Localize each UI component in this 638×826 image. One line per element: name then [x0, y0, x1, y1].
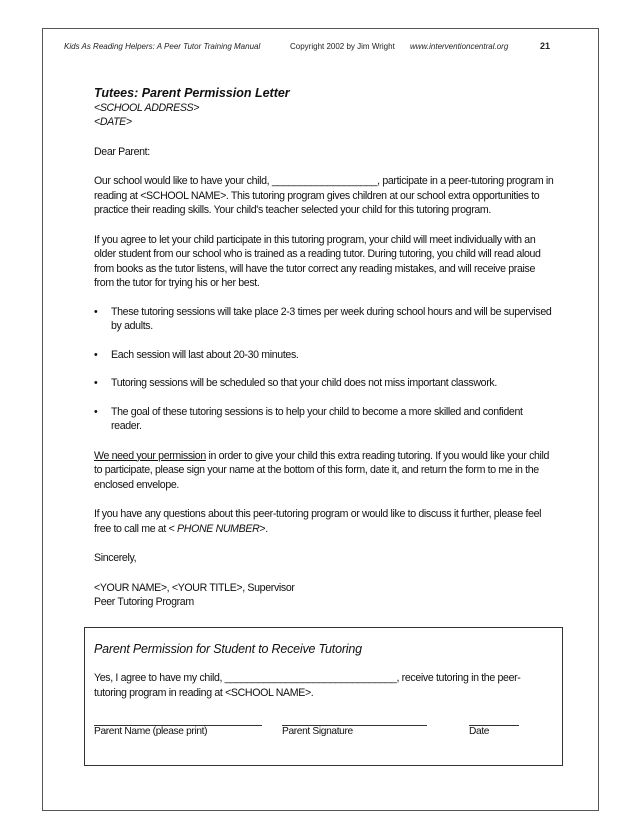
form-title: Parent Permission for Student to Receive Tutoring: [94, 642, 362, 656]
bullet-item: [94, 305, 554, 334]
date-field[interactable]: [469, 716, 519, 737]
questions-end: >.: [259, 522, 268, 535]
closing: Sincerely,: [94, 552, 137, 564]
paragraph-questions: [94, 507, 554, 536]
parent-name-line[interactable]: [94, 716, 262, 726]
copyright-notice: Copyright 2002 by Jim Wright: [290, 41, 395, 51]
website-link: www.interventioncentral.org: [410, 41, 509, 51]
signature-name: <YOUR NAME>, <YOUR TITLE>, Supervisor: [94, 581, 295, 594]
bullet-text: The goal of these tutoring sessions is to help your child to become a more skilled and confident reader.: [111, 405, 523, 432]
form-consent-text: Yes, I agree to have my child, _______________________________, receive tutoring in the peer-tutoring program in reading at <SCHOOL NAME>.: [94, 672, 521, 699]
parent-signature-line[interactable]: [282, 716, 427, 726]
signature-program: Peer Tutoring Program: [94, 596, 194, 608]
bullet-text: Each session will last about 20-30 minutes.: [111, 348, 299, 361]
date-label: Date: [469, 726, 490, 737]
bullet-item: [94, 405, 554, 434]
bullet-text: These tutoring sessions will take place 2-3 times per week during school hours and will be supervised by adults.: [111, 305, 552, 332]
parent-signature-label: Parent Signature: [282, 726, 353, 737]
letter-date: <DATE>: [94, 116, 132, 128]
signature-fields: [94, 716, 554, 746]
bullet-text: Tutoring sessions will be scheduled so that your child does not miss important classwork.: [111, 377, 497, 389]
permission-text: in order to give your child this extra reading tutoring. If you would like your child to participate, please sign your name at the bottom of this form, date it, and return the form to me in the enclosed envelope.: [94, 449, 550, 491]
bullet-icon: •: [94, 377, 98, 389]
letter-title: Tutees: Parent Permission Letter: [94, 86, 290, 100]
school-address: <SCHOOL ADDRESS>: [94, 101, 200, 114]
page-number: 21: [540, 41, 551, 51]
letter-body: [94, 86, 554, 610]
phone-placeholder: PHONE NUMBER: [177, 522, 260, 535]
salutation: Dear Parent:: [94, 145, 150, 158]
paragraph-permission: [94, 449, 554, 493]
page-header: [62, 39, 595, 53]
parent-signature-field[interactable]: [282, 716, 427, 737]
manual-title: Kids As Reading Helpers: A Peer Tutor Training Manual: [64, 41, 261, 51]
questions-text: If you have any questions about this peer-tutoring program or would like to discuss it further, please feel free to call me at <: [94, 508, 542, 535]
paragraph-participation: If you agree to let your child participate in this tutoring program, your child will meet individually with an older student from our school who is trained as a reading tutor. During tutoring, you child will read aloud from books as the tutor listens, will have the tutor correct any reading mistakes, and will receive praise from the tutor for trying his or her best.: [94, 233, 541, 289]
permission-form: [84, 627, 563, 766]
bullet-item: [94, 348, 554, 363]
bullet-item: [94, 376, 554, 391]
permission-emphasis: We need your permission: [94, 449, 206, 462]
paragraph-intro: Our school would like to have your child, ___________________, participate in a peer-tutoring program in reading at <SCHOOL NAME>. This tutoring program gives children at our school extra opportunities to practice their reading skills. Your child's teacher selected your child for this tutoring program.: [94, 175, 554, 216]
bullet-icon: •: [94, 305, 98, 318]
parent-name-label: Parent Name (please print): [94, 726, 208, 737]
parent-name-field[interactable]: [94, 716, 262, 737]
date-line[interactable]: [469, 716, 519, 726]
bullet-icon: •: [94, 405, 98, 418]
bullet-icon: •: [94, 348, 98, 361]
